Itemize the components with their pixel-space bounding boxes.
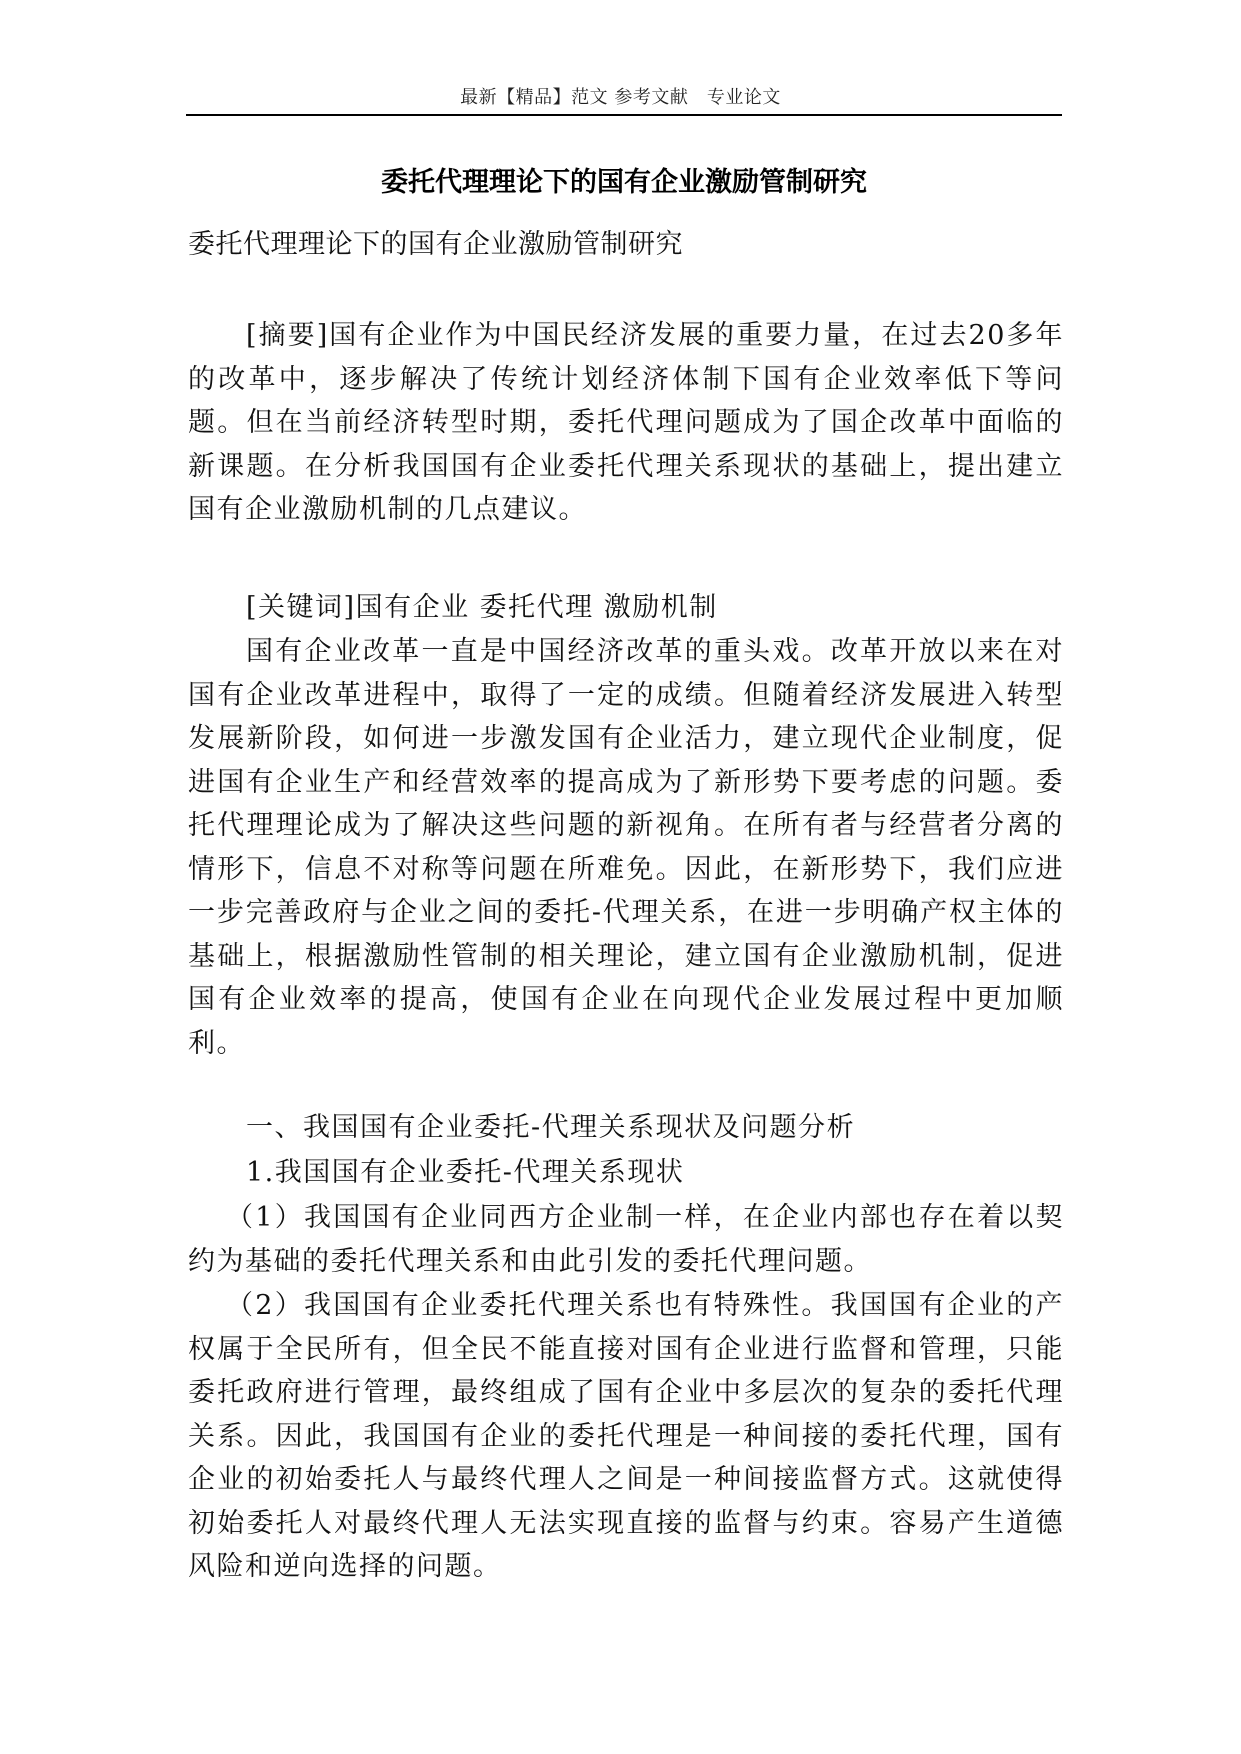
abstract-paragraph: [摘要]国有企业作为中国民经济发展的重要力量，在过去20多年的改革中，逐步解决了传统计划经济体制下国有企业效率低下等问题。但在当前经济转型时期，委托代理问题成为了国企改革中面临的新课题。在分析我国国有企业委托代理关系现状的基础上，提出建立国有企业激励机制的几点建议。 xyxy=(188,320,1064,525)
list-item-1: （1）我国国有企业同西方企业制一样，在企业内部也存在着以契约为基础的委托代理关系和由此引发的委托代理问题。 xyxy=(188,1202,1064,1277)
document-title: 委托代理理论下的国有企业激励管制研究 xyxy=(381,167,867,198)
document-subtitle: 委托代理理论下的国有企业激励管制研究 xyxy=(188,229,683,260)
list-item-2: （2）我国国有企业委托代理关系也有特殊性。我国国有企业的产权属于全民所有，但全民不能直接对国有企业进行监督和管理，只能委托政府进行管理，最终组成了国有企业中多层次的复杂的委托代理关系。因此，我国国有企业的委托代理是一种间接的委托代理，国有企业的初始委托人与最终代理人之间是一种间接监督方式。这就使得初始委托人对最终代理人无法实现直接的监督与约束。容易产生道德风险和逆向选择的问题。 xyxy=(188,1290,1064,1582)
page-header: 最新【精品】范文 参考文献 专业论文 xyxy=(460,87,781,108)
header-divider xyxy=(186,114,1062,116)
intro-paragraph: 国有企业改革一直是中国经济改革的重头戏。改革开放以来在对国有企业改革进程中，取得了一定的成绩。但随着经济发展进入转型发展新阶段，如何进一步激发国有企业活力，建立现代企业制度，促进国有企业生产和经营效率的提高成为了新形势下要考虑的问题。委托代理理论成为了解决这些问题的新视角。在所有者与经营者分离的情形下，信息不对称等问题在所难免。因此，在新形势下，我们应进一步完善政府与企业之间的委托-代理关系，在进一步明确产权主体的基础上，根据激励性管制的相关理论，建立国有企业激励机制，促进国有企业效率的提高，使国有企业在向现代企业发展过程中更加顺利。 xyxy=(188,636,1064,1059)
keywords-line: [关键词]国有企业 委托代理 激励机制 xyxy=(246,592,718,623)
section-heading: 一、我国国有企业委托-代理关系现状及问题分析 xyxy=(246,1112,856,1143)
subsection-heading: 1.我国国有企业委托-代理关系现状 xyxy=(246,1157,685,1188)
